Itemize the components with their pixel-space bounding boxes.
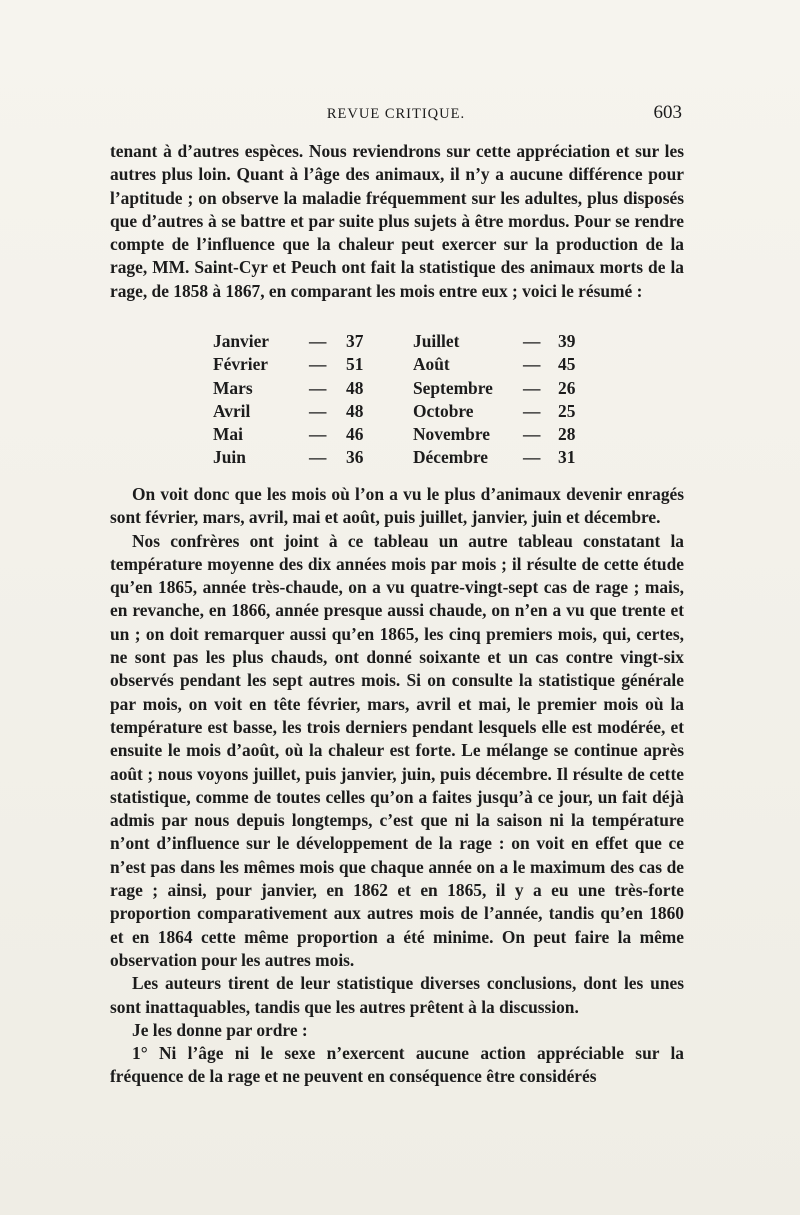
- dash: —: [309, 400, 327, 421]
- count-cell: 46: [346, 424, 364, 445]
- monthly-rabies-table: [213, 330, 593, 470]
- table-row: [213, 377, 593, 400]
- dash: —: [309, 377, 327, 398]
- month-cell: Décembre: [413, 447, 488, 468]
- count-cell: 48: [346, 377, 364, 398]
- count-cell: 25: [558, 400, 576, 421]
- table-row: [213, 330, 593, 353]
- dash: —: [309, 447, 327, 468]
- month-cell: Janvier: [213, 331, 270, 351]
- count-cell: 37: [346, 331, 364, 351]
- table-row: [213, 423, 593, 446]
- intro-paragraph: [110, 140, 684, 303]
- dash: —: [523, 354, 541, 375]
- running-title: REVUE CRITIQUE.: [326, 106, 466, 122]
- count-cell: 48: [346, 400, 364, 421]
- table-row: [213, 446, 593, 469]
- dash: —: [309, 354, 327, 375]
- month-cell: Novembre: [413, 424, 490, 445]
- dash: —: [523, 447, 541, 468]
- page-number: 603: [653, 102, 682, 123]
- dash: —: [523, 424, 541, 445]
- paragraph: Nos confrères ont joint à ce tableau un autre tableau constatant la température moyenne des dix années mois par mois ; il résulte de cette étude qu’en 1865, année très-chaude, on a vu quatre-vingt-sept cas de rage ; mais, en revanche, en 1866, année presque aussi chaude, on n’en a vu que trente et un ; on doit remarquer aussi qu’en 1865, les cinq premiers mois, qui, certes, ne sont pas les plus chauds, ont donné soixante et un cas contre vingt-six observés pendant les sept autres mois. Si on consulte la statistique générale par mois, on voit en tête février, mars, avril et mai, le premier mois où la température est basse, les trois derniers pendant lesquels elle est modérée, et ensuite le mois d’août, où la chaleur est forte. Le mélange se continue après août ; nous voyons juillet, puis janvier, juin, puis décembre. Il résulte de cette statistique, comme de toutes celles qu’on a faites jusqu’à ce jour, un fait déjà admis par nous depuis longtemps, c’est que ni la saison ni la température n’ont d’influence sur le développement de la rage : on voit en effet que ce n’est pas dans les mêmes mois que chaque année on a le maximum des cas de rage ; ainsi, pour janvier, en 1862 et en 1865, il y a eu une très-forte proportion comparativement aux autres mois de l’année, tandis qu’en 1860 et en 1864 cette même proportion a été minime. On peut faire la même observation pour les autres mois.: [110, 530, 684, 970]
- count-cell: 26: [558, 377, 576, 398]
- count-cell: 39: [558, 331, 576, 351]
- month-cell: Mai: [213, 424, 243, 445]
- dash: —: [523, 377, 541, 398]
- count-cell: 28: [558, 424, 576, 445]
- count-cell: 36: [346, 447, 364, 468]
- count-cell: 31: [558, 447, 576, 468]
- month-cell: Octobre: [413, 400, 474, 421]
- dash: —: [523, 400, 541, 421]
- dash: —: [309, 424, 327, 445]
- month-cell: Juillet: [413, 331, 460, 351]
- month-cell: Février: [213, 354, 269, 375]
- month-cell: Septembre: [413, 377, 493, 398]
- month-cell: Août: [413, 354, 450, 375]
- paragraph: Je les donne par ordre :: [132, 1019, 308, 1040]
- count-cell: 51: [346, 354, 364, 375]
- table-row: [213, 353, 593, 376]
- dash: —: [523, 331, 541, 351]
- table-row: [213, 400, 593, 423]
- paragraph: On voit donc que les mois où l’on a vu le plus d’animaux devenir enragés sont février, mars, avril, mai et août, puis juillet, janvier, juin et décembre.: [110, 484, 684, 528]
- paragraph: 1° Ni l’âge ni le sexe n’exercent aucune action appréciable sur la fréquence de la rage et ne peuvent en conséquence être considérés: [110, 1043, 684, 1087]
- intro-text: tenant à d’autres espèces. Nous reviendrons sur cette appréciation et sur les autres plus loin. Quant à l’âge des animaux, il n’y a aucune différence pour l’aptitude ; on observe la maladie fréquemment sur les adultes, plus disposés que d’autres à se battre et par suite plus sujets à être mordus. Pour se rendre compte de l’influence que la chaleur peut exercer sur la production de la rage, MM. Saint-Cyr et Peuch ont fait la statistique des animaux morts de la rage, de 1858 à 1867, en comparant les mois entre eux ; voici le résumé :: [110, 141, 684, 301]
- paragraph: Les auteurs tirent de leur statistique diverses conclusions, dont les unes sont inattaquables, tandis que les autres prêtent à la discussion.: [110, 973, 684, 1017]
- body-text: [110, 483, 684, 1089]
- month-cell: Avril: [213, 400, 251, 421]
- dash: —: [309, 331, 327, 351]
- month-cell: Juin: [213, 447, 246, 468]
- page-header: [110, 104, 682, 128]
- count-cell: 45: [558, 354, 576, 375]
- month-cell: Mars: [213, 377, 253, 398]
